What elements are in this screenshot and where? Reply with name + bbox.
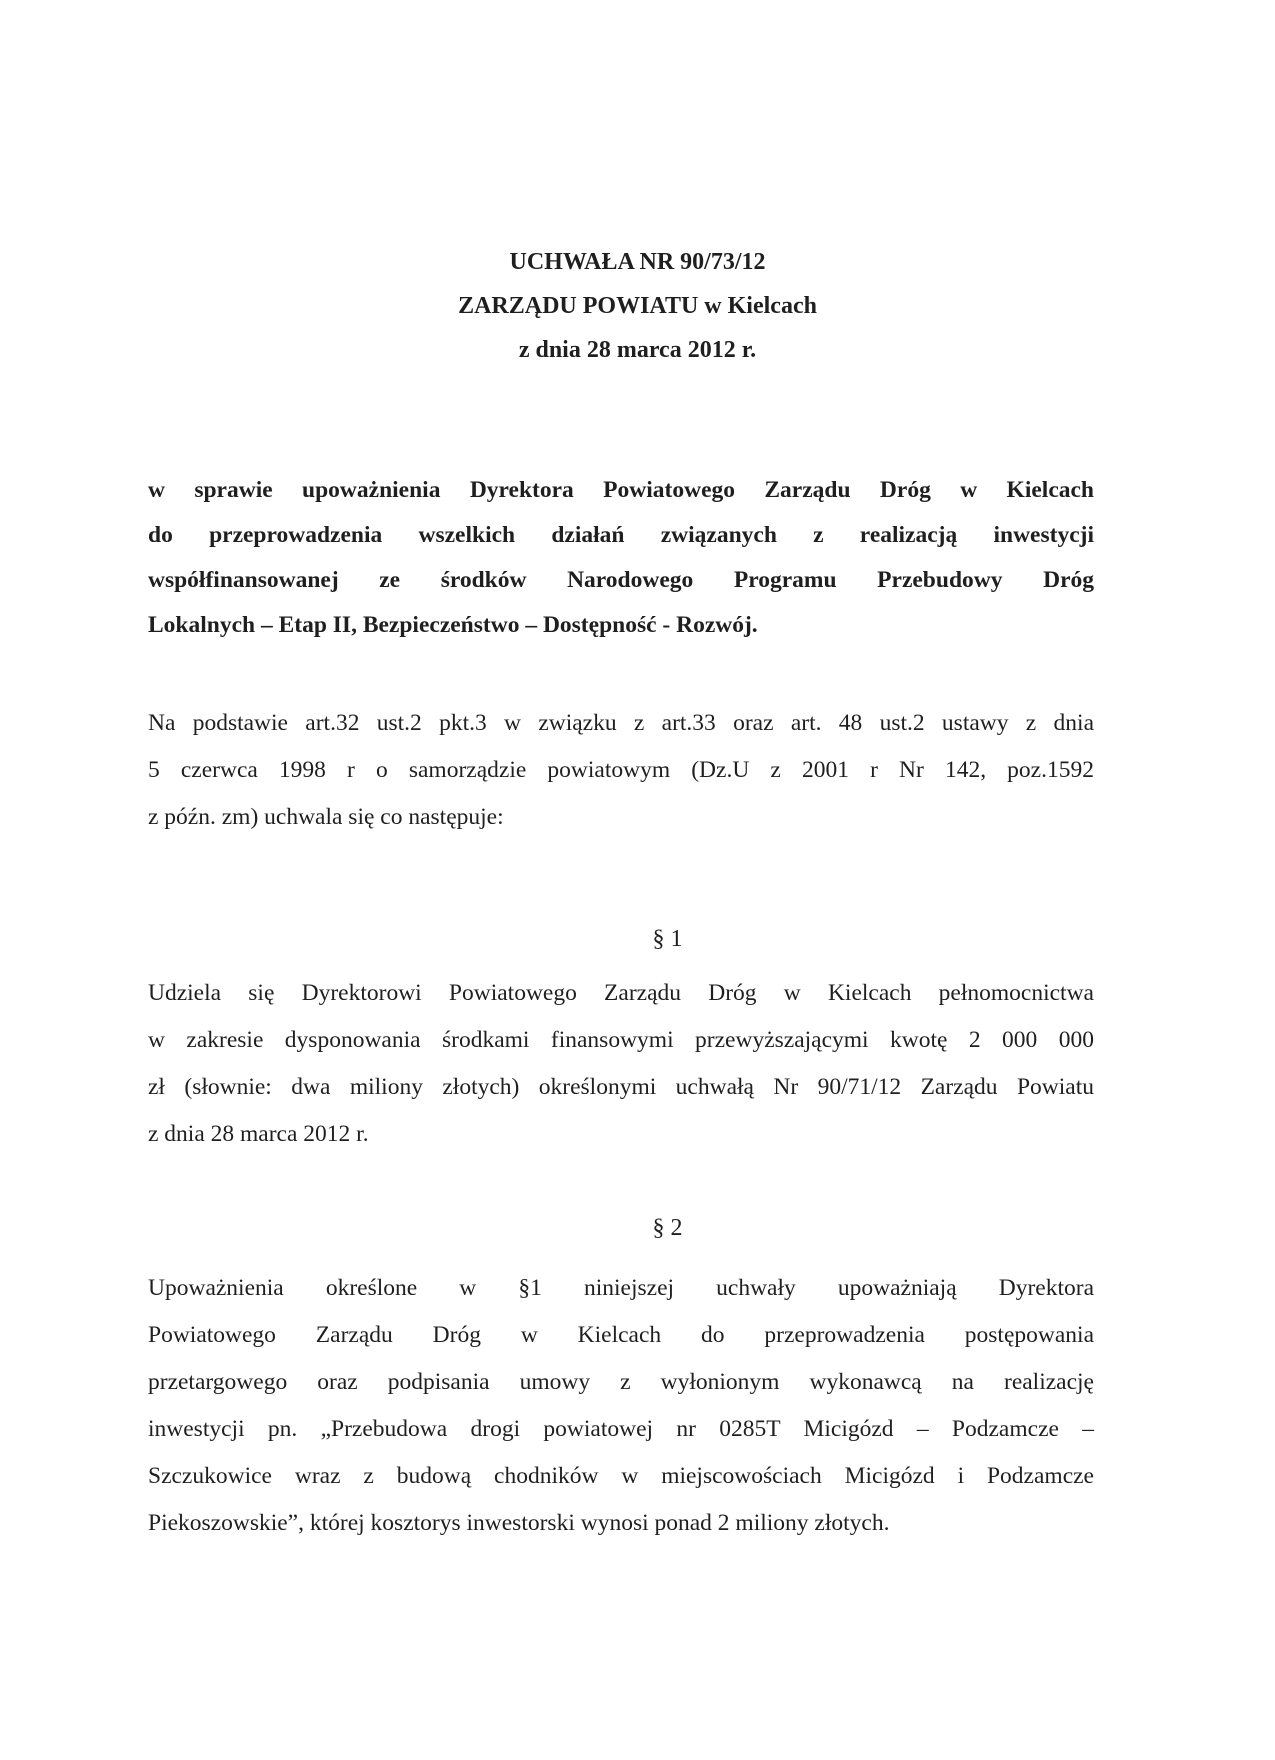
subject-line: Lokalnych – Etap II, Bezpieczeństwo – Dostępność - Rozwój. — [148, 612, 758, 638]
section-1-line: w zakresie dysponowania środkami finansowymi przewyższającymi kwotę 2 000 000 — [148, 1027, 1094, 1053]
legal-basis-line: Na podstawie art.32 ust.2 pkt.3 w związku z art.33 oraz art. 48 ust.2 ustawy z dnia — [148, 710, 1094, 736]
legal-basis-line: z późn. zm) uchwala się co następuje: — [148, 804, 504, 830]
section-1-line: z dnia 28 marca 2012 r. — [148, 1121, 369, 1147]
resolution-header — [0, 240, 1275, 372]
section-2-line: inwestycji pn. „Przebudowa drogi powiatowej nr 0285T Micigózd – Podzamcze – — [148, 1416, 1094, 1442]
section-2-line: Szczukowice wraz z budową chodników w miejscowościach Micigózd i Podzamcze — [148, 1463, 1094, 1489]
subject-line: współfinansowanej ze środków Narodowego Programu Przebudowy Dróg — [148, 567, 1094, 593]
section-2-line: Powiatowego Zarządu Dróg w Kielcach do przeprowadzenia postępowania — [148, 1322, 1094, 1348]
section-2-line: Piekoszowskie”, której kosztorys inwestorski wynosi ponad 2 miliony złotych. — [148, 1510, 890, 1536]
issuing-body: ZARZĄDU POWIATU w Kielcach — [458, 293, 817, 319]
resolution-date: z dnia 28 marca 2012 r. — [518, 337, 757, 363]
legal-basis-line: 5 czerwca 1998 r o samorządzie powiatowym (Dz.U z 2001 r Nr 142, poz.1592 — [148, 757, 1094, 783]
section-2-line: Upoważnienia określone w §1 niniejszej uchwały upoważniają Dyrektora — [148, 1275, 1094, 1301]
section-2-paragraph — [148, 1265, 1094, 1547]
subject-line: do przeprowadzenia wszelkich działań związanych z realizacją inwestycji — [148, 522, 1094, 548]
subject-line: w sprawie upoważnienia Dyrektora Powiatowego Zarządu Dróg w Kielcach — [148, 477, 1094, 503]
section-1-line: Udziela się Dyrektorowi Powiatowego Zarządu Dróg w Kielcach pełnomocnictwa — [148, 980, 1094, 1006]
section-2-mark: § 2 — [652, 1215, 683, 1241]
resolution-number: UCHWAŁA NR 90/73/12 — [509, 249, 766, 275]
section-1-paragraph — [148, 970, 1094, 1158]
resolution-subject — [148, 468, 1094, 648]
section-2-line: przetargowego oraz podpisania umowy z wyłonionym wykonawcą na realizację — [148, 1369, 1094, 1395]
legal-basis-paragraph — [148, 700, 1094, 841]
section-1-line: zł (słownie: dwa miliony złotych) określonymi uchwałą Nr 90/71/12 Zarządu Powiatu — [148, 1074, 1094, 1100]
section-1-mark: § 1 — [652, 926, 683, 952]
